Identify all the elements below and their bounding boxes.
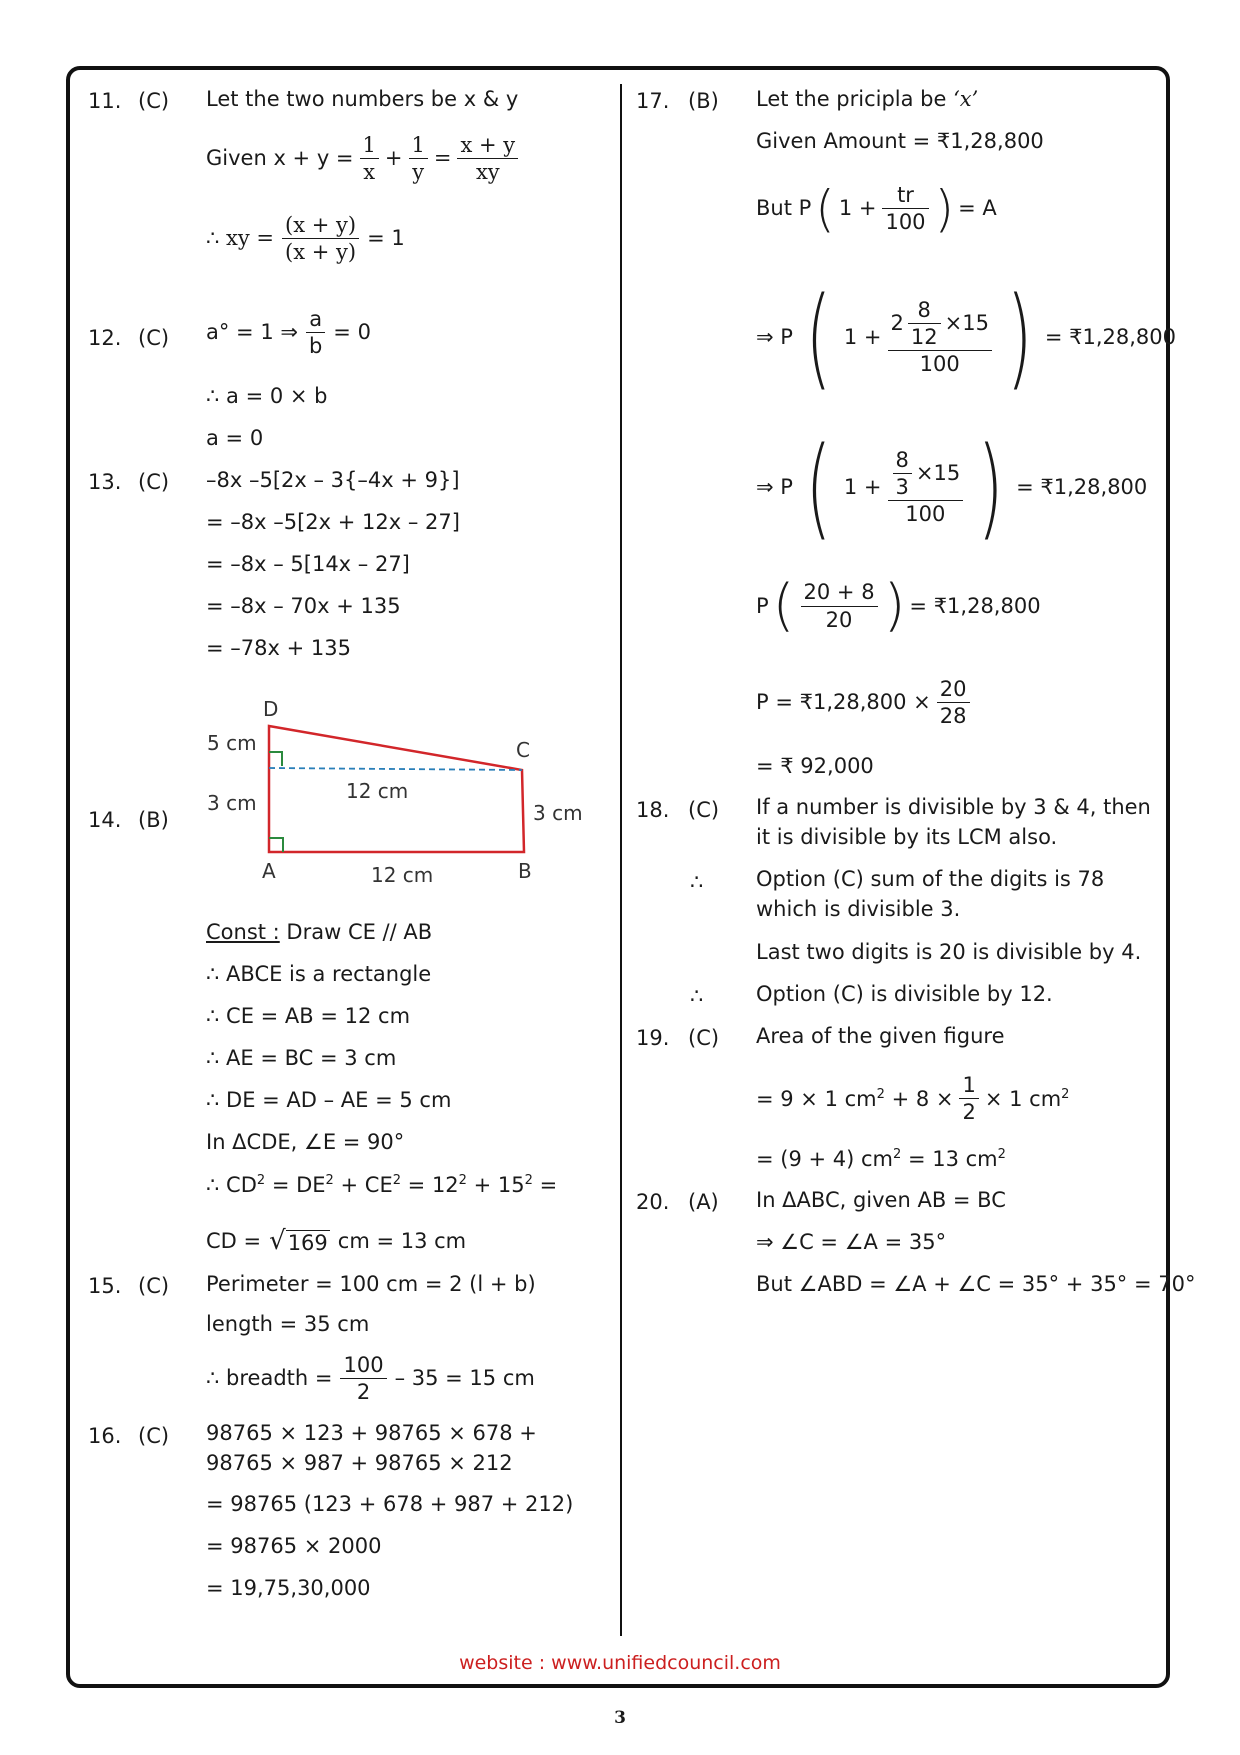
trapezium-figure [200,690,600,900]
q19-frac-half: $\frac{1}{2}$ [959,1072,978,1126]
label-de: 5 cm [207,731,257,755]
q13-line: = –8x –5[2x + 12x – 27] [206,510,460,534]
q18-number: 18. [636,798,670,822]
q17-frac-tr: $\frac{tr}{100}$ [882,182,928,236]
q16-line3: = 98765 × 2000 [206,1534,382,1558]
label-ce: 12 cm [346,779,409,803]
q18-answer: (C) [688,798,720,822]
q13-line: = –8x – 5[14x – 27] [206,552,410,576]
q16-answer: (C) [138,1424,170,1448]
q18-line1: If a number is divisible by 3 & 4, then it is divisible by its LCM also. [756,795,1151,849]
q11-line1: Let the two numbers be x & y [206,87,519,111]
q15-line1: Perimeter = 100 cm = 2 (l + b) [206,1272,536,1296]
q20-number: 20. [636,1190,670,1214]
q18-line4: Option (C) is divisible by 12. [756,982,1053,1006]
therefore-symbol: ∴ [690,984,704,1008]
q13-line: = –8x – 70x + 135 [206,594,401,618]
q15-line3: ∴ breadth = $\frac{100}{2}$ – 35 = 15 cm [206,1353,535,1405]
sqrt-169: √ 169 [269,1226,328,1256]
q13-line: = –78x + 135 [206,636,351,660]
q15-answer: (C) [138,1274,170,1298]
q17-frac-big1: 2 $\frac{8}{12}$ ×15 100 [888,297,992,378]
q20-line3: But ∠ABD = ∠A + ∠C = 35° + 35° = 70° [756,1272,1196,1296]
q16-number: 16. [88,1424,122,1448]
q17-frac-2028: $\frac{20 + 8}{20}$ [801,579,878,633]
q15-line2: length = 35 cm [206,1312,370,1336]
q17-number: 17. [636,89,670,113]
label-ae: 3 cm [207,791,257,815]
q14-line4: ∴ AE = BC = 3 cm [206,1046,397,1070]
label-c: C [516,738,530,762]
q12-number: 12. [88,326,122,350]
q11-frac-1x: $\frac{1}{x}$ [360,132,379,186]
q19-line2: = 9 × 1 $cm^2 + 8$ × $\frac{1}{2}$ × 1 $cm^2$ [756,1073,1070,1125]
q12-answer: (C) [138,326,170,350]
q11-frac-ratio: $\frac{(x + y)}{(x + y)}$ [282,212,359,266]
page-number: 3 [614,1708,626,1728]
column-divider [620,84,622,1636]
q16-line2: = 98765 (123 + 678 + 987 + 212) [206,1492,574,1516]
q13-answer: (C) [138,470,170,494]
q19-answer: (C) [688,1026,720,1050]
q13-line: –8x –5[2x – 3{–4x + 9}] [206,468,460,492]
dashed-line-ce [269,768,522,770]
label-ab: 12 cm [371,863,434,887]
q18-line2: Option (C) sum of the digits is 78 which is divisible 3. [756,867,1105,921]
q11-answer: (C) [138,89,170,113]
q11-line2: Given x + y = $\frac{1}{x}$ + $\frac{1}{y}$ = $\frac{x + y}{xy}$ [206,132,520,186]
q20-line1: In ΔABC, given AB = BC [756,1188,1006,1212]
website-footer: website : www.unifiedcouncil.com [459,1652,781,1674]
q14-line5: ∴ DE = AD – AE = 5 cm [206,1088,452,1112]
q11-frac-1y: $\frac{1}{y}$ [409,132,428,186]
label-bc: 3 cm [533,801,583,825]
therefore-symbol: ∴ [690,870,704,894]
q12-line3: a = 0 [206,426,264,450]
q17-line2: Given Amount = ₹1,28,800 [756,129,1044,153]
q16-line1: 98765 × 123 + 98765 × 678 + 98765 × 987 + 98765 × 212 [206,1421,537,1475]
q17-line1: Let the pricipla be ‘x’ [756,87,979,111]
q11-number: 11. [88,89,122,113]
label-d: D [263,697,279,721]
q19-line3: = (9 + 4) $cm^2 = 13$ $cm^2$ [756,1147,1006,1171]
q14-line7: ∴ $CD^2 = DE^2 + CE^2 = 12^2 + 15^2$ = [206,1173,558,1197]
q17-line8: = ₹ 92,000 [756,754,874,778]
right-angle-e [269,752,282,766]
q19-line1: Area of the given figure [756,1024,1005,1048]
q19-number: 19. [636,1026,670,1050]
q13-number: 13. [88,470,122,494]
q14-line6: In ΔCDE, ∠E = 90° [206,1130,405,1154]
q20-answer: (A) [688,1190,719,1214]
q12-line1: a° = 1 ⇒ $\frac{a}{b}$ = 0 [206,307,371,359]
right-angle-a [269,838,283,852]
label-a: A [262,859,276,883]
q20-line2: ⇒ ∠C = ∠A = 35° [756,1230,947,1254]
q15-frac: $\frac{100}{2}$ [340,1352,386,1406]
q17-frac-big2: $\frac{8}{3}$ ×15 100 [888,447,964,528]
q12-line2: ∴ a = 0 × b [206,384,328,408]
q17-line7: P = ₹1,28,800 × $\frac{20}{28}$ [756,676,972,730]
label-b: B [518,859,532,883]
q12-frac-ab: $\frac{a}{b}$ [306,306,325,360]
q14-number: 14. [88,808,122,832]
q18-line3: Last two digits is 20 is divisible by 4. [756,940,1142,964]
q11-line3: ∴ xy = $\frac{(x + y)}{(x + y)}$ = 1 [206,213,405,265]
q15-number: 15. [88,1274,122,1298]
q17-answer: (B) [688,89,719,113]
q11-frac-sum: $\frac{x + y}{xy}$ [457,132,518,186]
q14-line3: ∴ CE = AB = 12 cm [206,1004,411,1028]
q17-line5: ⇒ P ( 1 + $\frac{8}{3}$ ×15 100 ) = ₹1,28,800 [756,423,1148,551]
q14-line2: ∴ ABCE is a rectangle [206,962,432,986]
q14-answer: (B) [138,808,169,832]
q14-line8: CD = √ 169 cm = 13 cm [206,1226,467,1256]
q11-given: Given x + y = [206,146,354,171]
q16-line4: = 19,75,30,000 [206,1576,371,1600]
q17-line6: P ( $\frac{20 + 8}{20}$ ) = ₹1,28,800 [756,573,1041,638]
q17-line4: ⇒ P ( 1 + 2 $\frac{8}{12}$ ×15 100 ) = ₹1,28,800 [756,273,1177,401]
q17-frac-20-28: $\frac{20}{28}$ [937,676,970,730]
q17-line3: But P ( 1 + $\frac{tr}{100}$ ) = A [756,179,997,238]
q14-construction: Const : Draw CE // AB [206,920,433,944]
